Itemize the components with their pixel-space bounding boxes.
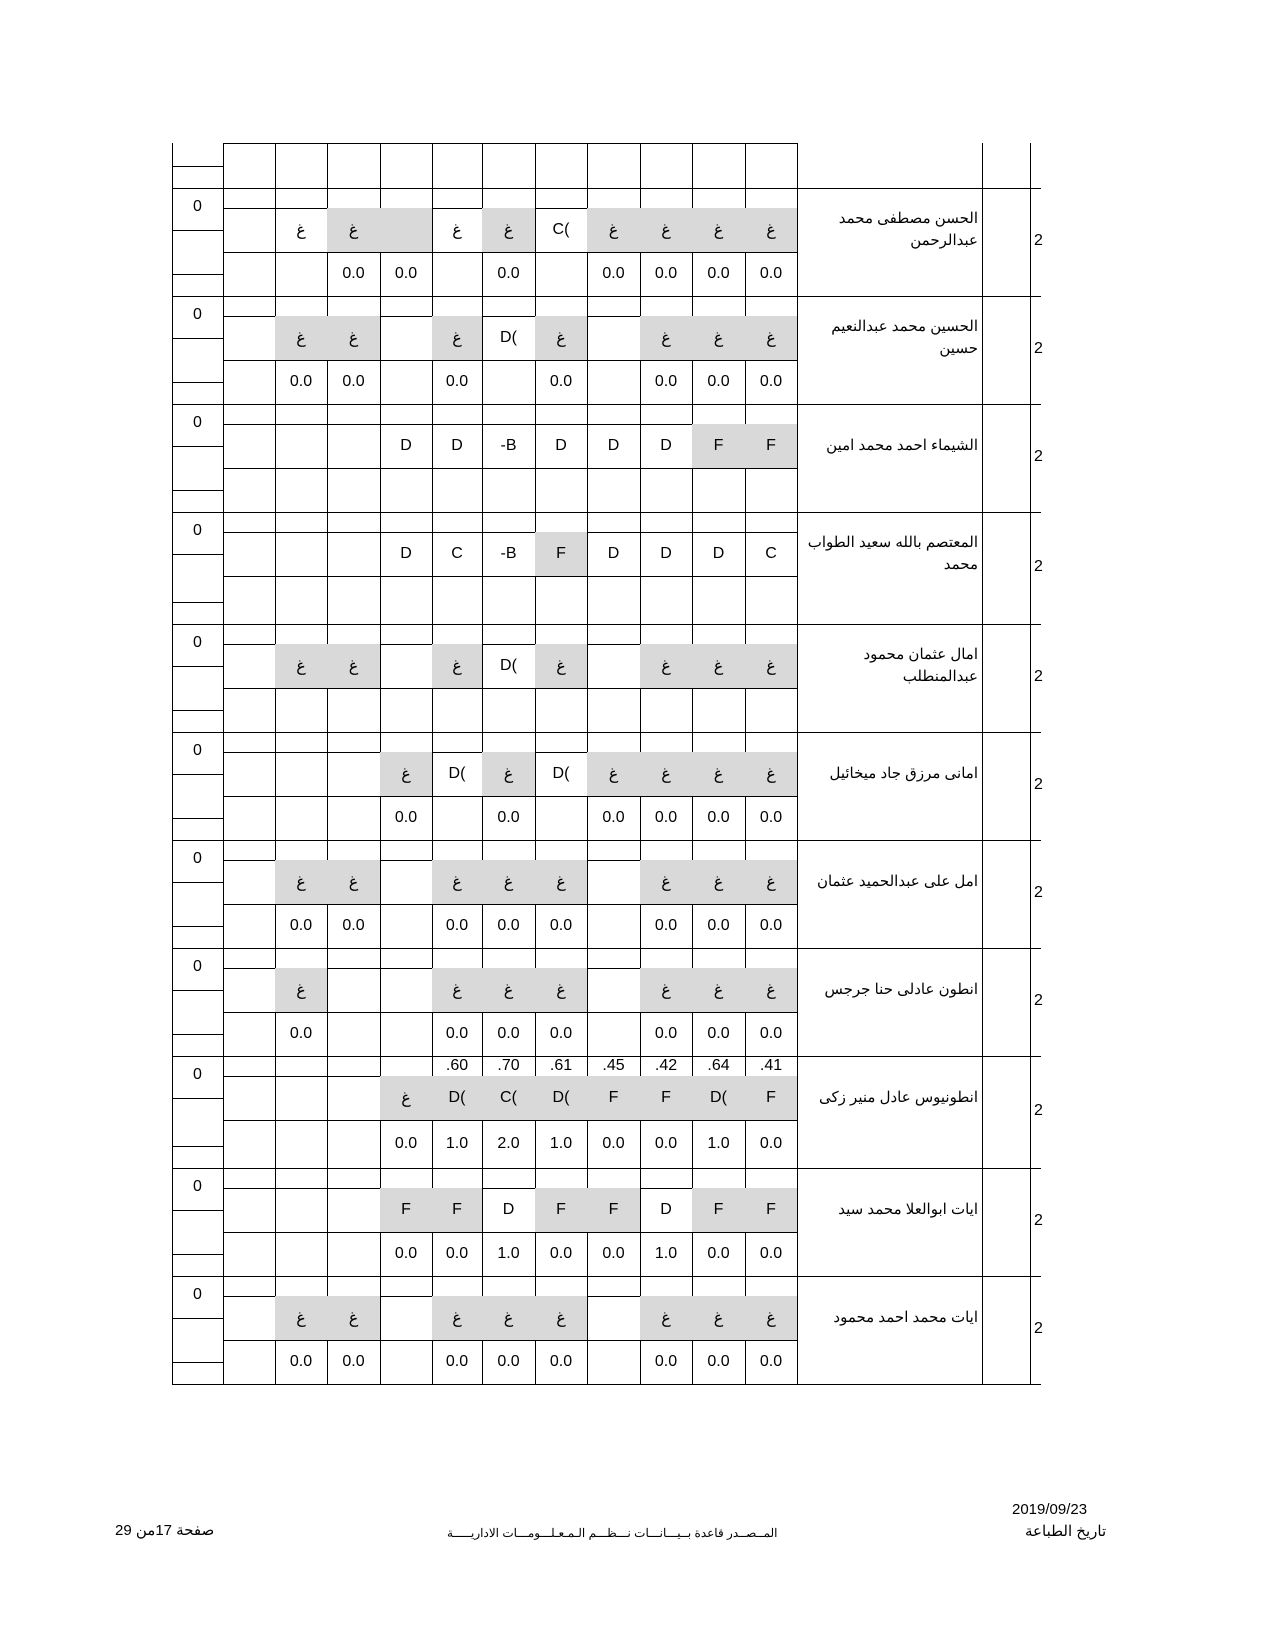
grid-line — [172, 948, 1041, 949]
grade-value — [587, 1296, 640, 1340]
grade-value: D — [607, 545, 620, 562]
row-zero-value: 0 — [193, 306, 202, 323]
grid-line — [172, 602, 223, 603]
grade-value: D — [400, 545, 412, 562]
grid-line — [1030, 143, 1031, 1384]
point-value: 0.0 — [394, 1135, 418, 1152]
point-value: 0.0 — [759, 917, 783, 934]
point-value: 0.0 — [707, 917, 730, 934]
grade-value: غ — [348, 1310, 359, 1327]
grade-value: غ — [296, 982, 306, 999]
point-value — [380, 1340, 432, 1384]
score-value: .61 — [549, 1057, 573, 1074]
grid-line — [172, 882, 223, 883]
grid-line — [172, 404, 1041, 405]
grade-value: -B — [500, 545, 517, 562]
grid-line — [172, 818, 223, 819]
grid-line — [172, 512, 1041, 513]
grade-value: F — [556, 1201, 566, 1218]
row-zero-value: 0 — [193, 634, 202, 651]
grade-value: غ — [556, 658, 566, 675]
student-name-line: ايات ابوالعلا محمد سيد — [838, 1201, 978, 1218]
point-value: 0.0 — [654, 809, 678, 826]
point-value — [380, 904, 432, 948]
grade-value: D — [660, 1201, 672, 1218]
row-zero-value: 0 — [193, 1286, 202, 1303]
point-value: 0.0 — [342, 373, 365, 390]
score-value: .45 — [602, 1057, 625, 1074]
grade-value — [587, 968, 640, 1012]
grid-line — [172, 1384, 1041, 1385]
grade-value: غ — [766, 766, 776, 783]
grade-value: F — [713, 1201, 724, 1218]
student-name — [800, 968, 978, 1012]
point-value: 0.0 — [759, 809, 783, 826]
sequence-number: 2 — [1034, 1212, 1043, 1229]
page-number: صفحة 17من 29 — [115, 1522, 215, 1539]
point-value — [432, 796, 482, 840]
sequence-number: 2 — [1034, 1320, 1043, 1337]
point-value: 0.0 — [707, 809, 730, 826]
grade-value: غ — [348, 330, 359, 347]
grade-value: غ — [766, 982, 776, 999]
grade-value: غ — [661, 766, 671, 783]
grade-value — [587, 316, 640, 360]
grade-value: غ — [296, 658, 306, 675]
grid-line — [172, 382, 223, 383]
grid-line — [172, 338, 223, 339]
point-value: 0.0 — [654, 1025, 678, 1042]
point-value: 0.0 — [759, 373, 783, 390]
point-value: 0.0 — [759, 1353, 783, 1370]
sequence-number: 2 — [1034, 1102, 1043, 1119]
grid-line — [172, 1034, 223, 1035]
student-name — [800, 1188, 978, 1232]
grade-value: غ — [452, 658, 462, 675]
grade-value: غ — [452, 222, 462, 239]
grade-value: غ — [401, 1090, 411, 1107]
grade-value: غ — [556, 330, 566, 347]
grid-line — [172, 710, 223, 711]
point-value: 0.0 — [759, 1025, 783, 1042]
point-value: 0.0 — [394, 265, 418, 282]
grid-line — [172, 1276, 1041, 1277]
grade-value: غ — [452, 982, 462, 999]
row-zero-value: 0 — [193, 198, 202, 215]
grade-value — [587, 644, 640, 688]
point-value: 0.0 — [602, 809, 625, 826]
grade-value: غ — [661, 874, 671, 891]
grade-value: غ — [452, 330, 462, 347]
grid-line — [172, 1254, 223, 1255]
grade-value: D — [660, 545, 672, 562]
grade-value: F — [452, 1201, 462, 1218]
student-name-line: امانى مرزق جاد ميخائيل — [829, 765, 978, 782]
grid-line — [172, 230, 223, 231]
grade-value: D( — [710, 1089, 727, 1106]
sequence-number: 2 — [1034, 558, 1043, 575]
student-name — [800, 316, 978, 360]
grid-line — [172, 1098, 223, 1099]
point-value: 0.0 — [342, 265, 365, 282]
grid-line — [172, 143, 173, 1384]
point-value: 0.0 — [497, 1353, 520, 1370]
point-value: 0.0 — [549, 1245, 573, 1262]
grade-value: غ — [556, 1310, 566, 1327]
grade-value: F — [661, 1089, 671, 1106]
grid-line — [223, 143, 797, 144]
score-value: .60 — [445, 1057, 469, 1074]
sequence-number: 2 — [1034, 340, 1043, 357]
grade-value: -B — [500, 437, 517, 454]
grid-line — [172, 274, 223, 275]
grade-value: غ — [766, 330, 776, 347]
point-value: 0.0 — [445, 1025, 469, 1042]
student-name-line: الحسن مصطفى محمد — [838, 210, 978, 227]
point-value: 0.0 — [549, 373, 573, 390]
grade-value: غ — [713, 874, 724, 891]
row-zero-value: 0 — [193, 1178, 202, 1195]
point-value: 1.0 — [707, 1135, 730, 1152]
grade-value: غ — [713, 222, 724, 239]
point-value: 0.0 — [707, 1353, 730, 1370]
grade-value: F — [556, 545, 566, 562]
grade-value: D( — [448, 765, 466, 782]
point-value: 0.0 — [549, 1025, 573, 1042]
grade-value — [327, 968, 380, 1012]
grade-value: غ — [296, 874, 306, 891]
student-name — [800, 532, 978, 576]
student-name-line: ايات محمد احمد محمود — [833, 1309, 978, 1326]
grade-value: C — [451, 545, 463, 562]
row-zero-value: 0 — [193, 414, 202, 431]
grade-value: F — [766, 437, 776, 454]
grid-line — [172, 1146, 223, 1147]
row-zero-value: 0 — [193, 850, 202, 867]
grid-line — [223, 688, 797, 689]
grade-value: D( — [552, 765, 570, 782]
grade-value: غ — [503, 1310, 514, 1327]
student-name-line: الحسين محمد عبدالنعيم حسين — [831, 318, 978, 357]
point-value: 0.0 — [497, 917, 520, 934]
score-value: .70 — [497, 1057, 520, 1074]
grid-line — [172, 188, 1041, 189]
grade-value: غ — [713, 658, 724, 675]
point-value — [535, 252, 587, 296]
score-value: .42 — [654, 1057, 678, 1074]
point-value: 0.0 — [289, 373, 313, 390]
grade-value: D — [607, 437, 620, 454]
grid-line — [223, 143, 224, 1384]
point-value: 0.0 — [289, 917, 313, 934]
grade-value: D — [502, 1201, 515, 1218]
student-name-line: محمد — [943, 556, 978, 573]
point-value — [482, 360, 535, 404]
point-value: 0.0 — [342, 917, 365, 934]
grid-line — [172, 666, 223, 667]
point-value: 0.0 — [445, 373, 469, 390]
point-value: 0.0 — [289, 1025, 313, 1042]
grade-value: C( — [500, 1089, 517, 1106]
point-value: 0.0 — [394, 1245, 418, 1262]
sequence-number: 2 — [1034, 776, 1043, 793]
grid-line — [223, 576, 797, 577]
point-value: 0.0 — [707, 1025, 730, 1042]
grid-line — [172, 1210, 223, 1211]
point-value: 0.0 — [654, 1135, 678, 1152]
grid-line — [172, 296, 1041, 297]
grade-value: F — [713, 437, 724, 454]
grade-value: F — [608, 1089, 619, 1106]
grade-value: غ — [503, 222, 514, 239]
student-name — [800, 860, 978, 904]
grade-value: غ — [348, 222, 359, 239]
grid-line — [172, 1168, 1041, 1169]
grade-value: غ — [661, 330, 671, 347]
point-value: 0.0 — [707, 1245, 730, 1262]
row-zero-value: 0 — [193, 742, 202, 759]
grid-line — [172, 732, 1041, 733]
grid-line — [982, 143, 983, 1384]
point-value: 0.0 — [445, 1245, 469, 1262]
point-value — [587, 1340, 640, 1384]
grade-value: D — [451, 437, 463, 454]
point-value: 0.0 — [445, 917, 469, 934]
grid-line — [172, 1362, 223, 1363]
sequence-number: 2 — [1034, 992, 1043, 1009]
grade-value: D — [555, 437, 567, 454]
grade-value: F — [401, 1201, 411, 1218]
student-name-line: المعتصم بالله سعيد الطواب — [807, 534, 978, 551]
grade-value: غ — [766, 874, 776, 891]
grid-line — [172, 1318, 223, 1319]
sequence-number: 2 — [1034, 448, 1043, 465]
grade-value: غ — [556, 874, 566, 891]
grade-value: D( — [448, 1089, 466, 1106]
point-value: 1.0 — [445, 1135, 469, 1152]
point-value: 0.0 — [342, 1353, 365, 1370]
grid-line — [172, 624, 1041, 625]
print-date-label: تاريخ الطباعة — [1025, 1523, 1107, 1540]
row-zero-value: 0 — [193, 1066, 202, 1083]
point-value: 0.0 — [654, 1353, 678, 1370]
sequence-number: 2 — [1034, 232, 1043, 249]
student-name-line: الشيماء احمد محمد امين — [826, 437, 978, 454]
point-value: 0.0 — [394, 809, 418, 826]
point-value: 0.0 — [654, 265, 678, 282]
point-value: 0.0 — [759, 1135, 783, 1152]
grade-value: غ — [503, 874, 514, 891]
point-value — [587, 360, 640, 404]
grade-value: غ — [452, 874, 462, 891]
grade-value: غ — [401, 766, 411, 783]
point-value: 0.0 — [707, 373, 730, 390]
grade-value: D — [712, 545, 725, 562]
grade-value — [380, 1296, 432, 1340]
point-value: 0.0 — [602, 1245, 625, 1262]
point-value — [535, 796, 587, 840]
grade-value: D( — [500, 657, 517, 674]
point-value: 0.0 — [707, 265, 730, 282]
grade-value: غ — [766, 222, 776, 239]
grade-value — [380, 316, 432, 360]
point-value: 0.0 — [549, 1353, 573, 1370]
grid-line — [172, 554, 223, 555]
grid-line — [172, 774, 223, 775]
grade-value — [380, 860, 432, 904]
sequence-number: 2 — [1034, 668, 1043, 685]
grid-line — [172, 166, 223, 167]
point-value — [587, 1012, 640, 1056]
point-value: 0.0 — [654, 917, 678, 934]
point-value: 0.0 — [549, 917, 573, 934]
grade-value: F — [608, 1201, 619, 1218]
point-value: 1.0 — [497, 1245, 520, 1262]
score-value: .64 — [707, 1057, 730, 1074]
grade-value — [380, 208, 432, 252]
grade-value: F — [766, 1201, 776, 1218]
point-value: 0.0 — [759, 265, 783, 282]
point-value — [587, 904, 640, 948]
point-value — [380, 360, 432, 404]
grade-value: غ — [766, 1310, 776, 1327]
grade-value: غ — [296, 222, 306, 239]
point-value: 1.0 — [549, 1135, 573, 1152]
student-name — [800, 424, 978, 468]
grade-value: D( — [500, 329, 517, 346]
grade-value: غ — [556, 982, 566, 999]
student-name-line: امال عثمان محمود عبدالمنطلب — [863, 646, 978, 685]
grade-value: غ — [608, 766, 619, 783]
point-value: 2.0 — [497, 1135, 520, 1152]
grade-value: غ — [661, 982, 671, 999]
point-value: 0.0 — [497, 809, 520, 826]
sequence-number: 2 — [1034, 884, 1043, 901]
grade-value: D — [400, 437, 412, 454]
grade-value: غ — [608, 222, 619, 239]
grade-value: غ — [296, 330, 306, 347]
grade-value: غ — [503, 982, 514, 999]
score-value: .41 — [759, 1057, 783, 1074]
source-note: المــصــدر قاعدة بــيـــانـــات نـــظـــم الـمـعـلـــومـــات الاداريـــــة — [447, 1526, 778, 1540]
grid-line — [223, 468, 797, 469]
grade-value — [380, 968, 432, 1012]
grid-line — [172, 926, 223, 927]
point-value — [327, 1012, 380, 1056]
point-value: 0.0 — [654, 373, 678, 390]
student-name-line: انطون عادلى حنا جرجس — [824, 981, 978, 998]
point-value: 0.0 — [497, 1025, 520, 1042]
grade-value: غ — [661, 1310, 671, 1327]
grade-value: غ — [713, 982, 724, 999]
grade-value: غ — [348, 874, 359, 891]
grade-value: غ — [713, 766, 724, 783]
student-name-line: امل على عبدالحميد عثمان — [816, 873, 978, 890]
grade-value: غ — [452, 1310, 462, 1327]
point-value: 0.0 — [602, 265, 625, 282]
grade-value: D( — [552, 1089, 570, 1106]
point-value: 1.0 — [654, 1245, 678, 1262]
point-value — [432, 252, 482, 296]
grade-value: D — [660, 437, 672, 454]
point-value: 0.0 — [289, 1353, 313, 1370]
point-value: 0.0 — [497, 265, 520, 282]
grade-value — [587, 860, 640, 904]
print-date: 2019/09/23 — [1012, 1501, 1088, 1518]
grade-value: غ — [661, 222, 671, 239]
student-name — [800, 644, 978, 688]
student-name — [800, 1076, 978, 1120]
grade-value: غ — [713, 330, 724, 347]
student-name-line: انطونيوس عادل منير زكى — [818, 1089, 978, 1106]
grade-value: غ — [766, 658, 776, 675]
student-name-line: عبدالرحمن — [910, 232, 978, 249]
point-value: 0.0 — [759, 1245, 783, 1262]
row-zero-value: 0 — [193, 522, 202, 539]
student-name — [800, 1296, 978, 1340]
grade-value: F — [766, 1089, 776, 1106]
grade-value: C — [765, 545, 777, 562]
grid-line — [172, 446, 223, 447]
grid-line — [172, 840, 1041, 841]
point-value — [380, 1012, 432, 1056]
point-value: 0.0 — [602, 1135, 625, 1152]
grid-line — [172, 490, 223, 491]
row-zero-value: 0 — [193, 958, 202, 975]
grade-value: غ — [348, 658, 359, 675]
grid-line — [797, 143, 798, 1384]
grade-value: غ — [661, 658, 671, 675]
student-name — [800, 752, 978, 796]
grade-value: غ — [503, 766, 514, 783]
student-name — [800, 208, 978, 252]
grade-value — [380, 644, 432, 688]
grade-value: غ — [296, 1310, 306, 1327]
grade-value: C( — [552, 221, 570, 238]
grade-value: غ — [713, 1310, 724, 1327]
grid-line — [172, 990, 223, 991]
point-value: 0.0 — [445, 1353, 469, 1370]
